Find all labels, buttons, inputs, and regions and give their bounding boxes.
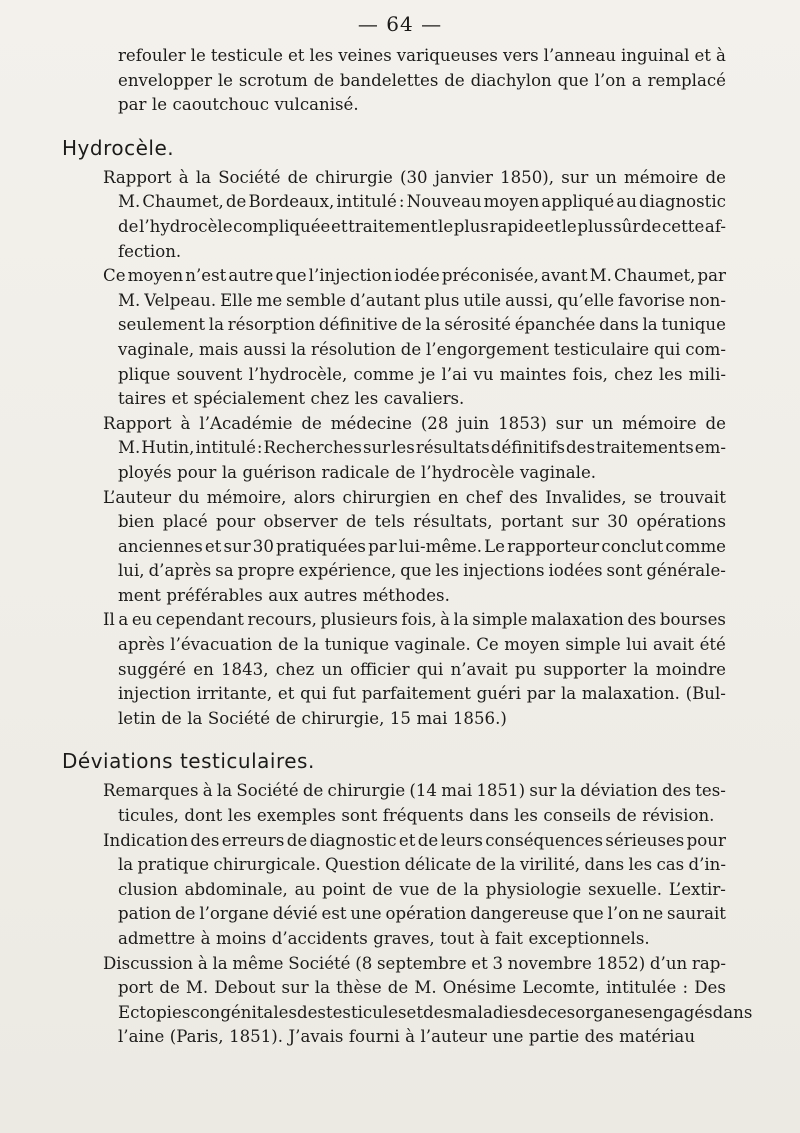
paragraph [62,952,753,1050]
text-line: clusion abdominale, au point de vue de la physiologie sexuelle. L’extir- [118,879,726,899]
text-line: pation de l’organe dévié est une opération dangereuse que l’on ne saurait [118,904,726,924]
text-line: suggéré en 1843, chez un officier qui n’avait pu supporter la moindre [118,659,726,679]
text-line: par le caoutchouc vulcanisé. [118,95,359,115]
text-line: refouler le testicule et les veines variqueuses vers l’anneau inguinal et à [118,46,726,65]
text-line: Il a eu cependant recours, plusieurs fois, à la simple malaxation des bourses [103,610,726,630]
text-line: letin de la Société de chirurgie, 15 mai 1856.) [118,708,507,728]
text-line: injection irritante, et qui fut parfaitement guéri par la malaxation. (Bul- [118,684,726,704]
text-line: vaginale, mais aussi la résolution de l’engorgement testiculaire qui com- [118,339,726,359]
text-line: taires et spécialement chez les cavaliers. [118,389,465,409]
section-heading: Déviations testiculaires. [62,749,315,774]
text-line: la pratique chirurgicale. Question délicate de la virilité, dans les cas d’in- [118,855,726,875]
text-line: Rapport à l’Académie de médecine (28 juin 1853) sur un mémoire de [103,413,726,433]
text-line: bien placé pour observer de tels résultats, portant sur 30 opérations [118,512,726,532]
paragraph [62,829,726,952]
text-line: ment préférables aux autres méthodes. [118,585,450,605]
paragraph [62,412,726,486]
text-line: fection. [118,241,182,261]
text-line: anciennes et sur 30 pratiquées par lui-même. Le rapporteur conclut comme [118,536,726,556]
paragraph [62,166,726,264]
text-line: Discussion à la même Société (8 septembre et 3 novembre 1852) d’un rap- [103,953,726,973]
text-line: Ce moyen n’est autre que l’injection iodée préconisée, avant M. Chaumet, par [103,266,726,286]
paragraph [62,486,726,609]
text-line: Remarques à la Société de chirurgie (14 mai 1851) sur la déviation des tes- [103,781,726,801]
text-line: Rapport à la Société de chirurgie (30 janvier 1850), sur un mémoire de [103,167,726,187]
paragraph [62,44,726,118]
text-line: M. Chaumet, de Bordeaux, intitulé : Nouveau moyen appliqué au diagnostic [118,192,726,212]
text-line: lui, d’après sa propre expérience, que les injections iodées sont générale- [118,561,726,581]
text-line: ticules, dont les exemples sont fréquents dans les conseils de révision. [118,806,715,826]
page-content [62,44,753,1050]
page-number: — 64 — [357,12,443,36]
text-line: Ectopies congénitales des testicules et des maladies de ces organes engagés dans [118,1002,753,1022]
text-line: L’auteur du mémoire, alors chirurgien en chef des Invalides, se trouvait [103,487,726,507]
text-line: port de M. Debout sur la thèse de M. Onésime Lecomte, intitulée : Des [118,978,726,998]
text-line: après l’évacuation de la tunique vaginale. Ce moyen simple lui avait été [118,635,726,655]
paragraph [62,608,726,731]
text-line: de l’hydrocèle compliquée et traitement le plus rapide et le plus sûr de cette af- [118,216,726,236]
paragraph [62,779,726,828]
text-line: Indication des erreurs de diagnostic et de leurs conséquences sérieuses pour [103,830,726,850]
text-line: plique souvent l’hydrocèle, comme je l’ai vu maintes fois, chez les mili- [118,364,726,384]
text-line: envelopper le scrotum de bandelettes de diachylon que l’on a remplacé [118,70,726,90]
section-heading: Hydrocèle. [62,135,175,160]
paragraph [62,264,726,412]
text-line: ployés pour la guérison radicale de l’hydrocèle vaginale. [118,462,597,482]
text-line: M. Velpeau. Elle me semble d’autant plus utile aussi, qu’elle favorise non- [118,290,726,310]
text-line: admettre à moins d’accidents graves, tout à fait exceptionnels. [118,929,650,948]
text-line: seulement la résorption définitive de la sérosité épanchée dans la tunique [118,315,726,335]
text-line: l’aine (Paris, 1851). J’avais fourni à l’auteur une partie des matériau [118,1027,696,1047]
text-line: M. Hutin, intitulé : Recherches sur les résultats définitifs des traitements em- [118,438,726,458]
